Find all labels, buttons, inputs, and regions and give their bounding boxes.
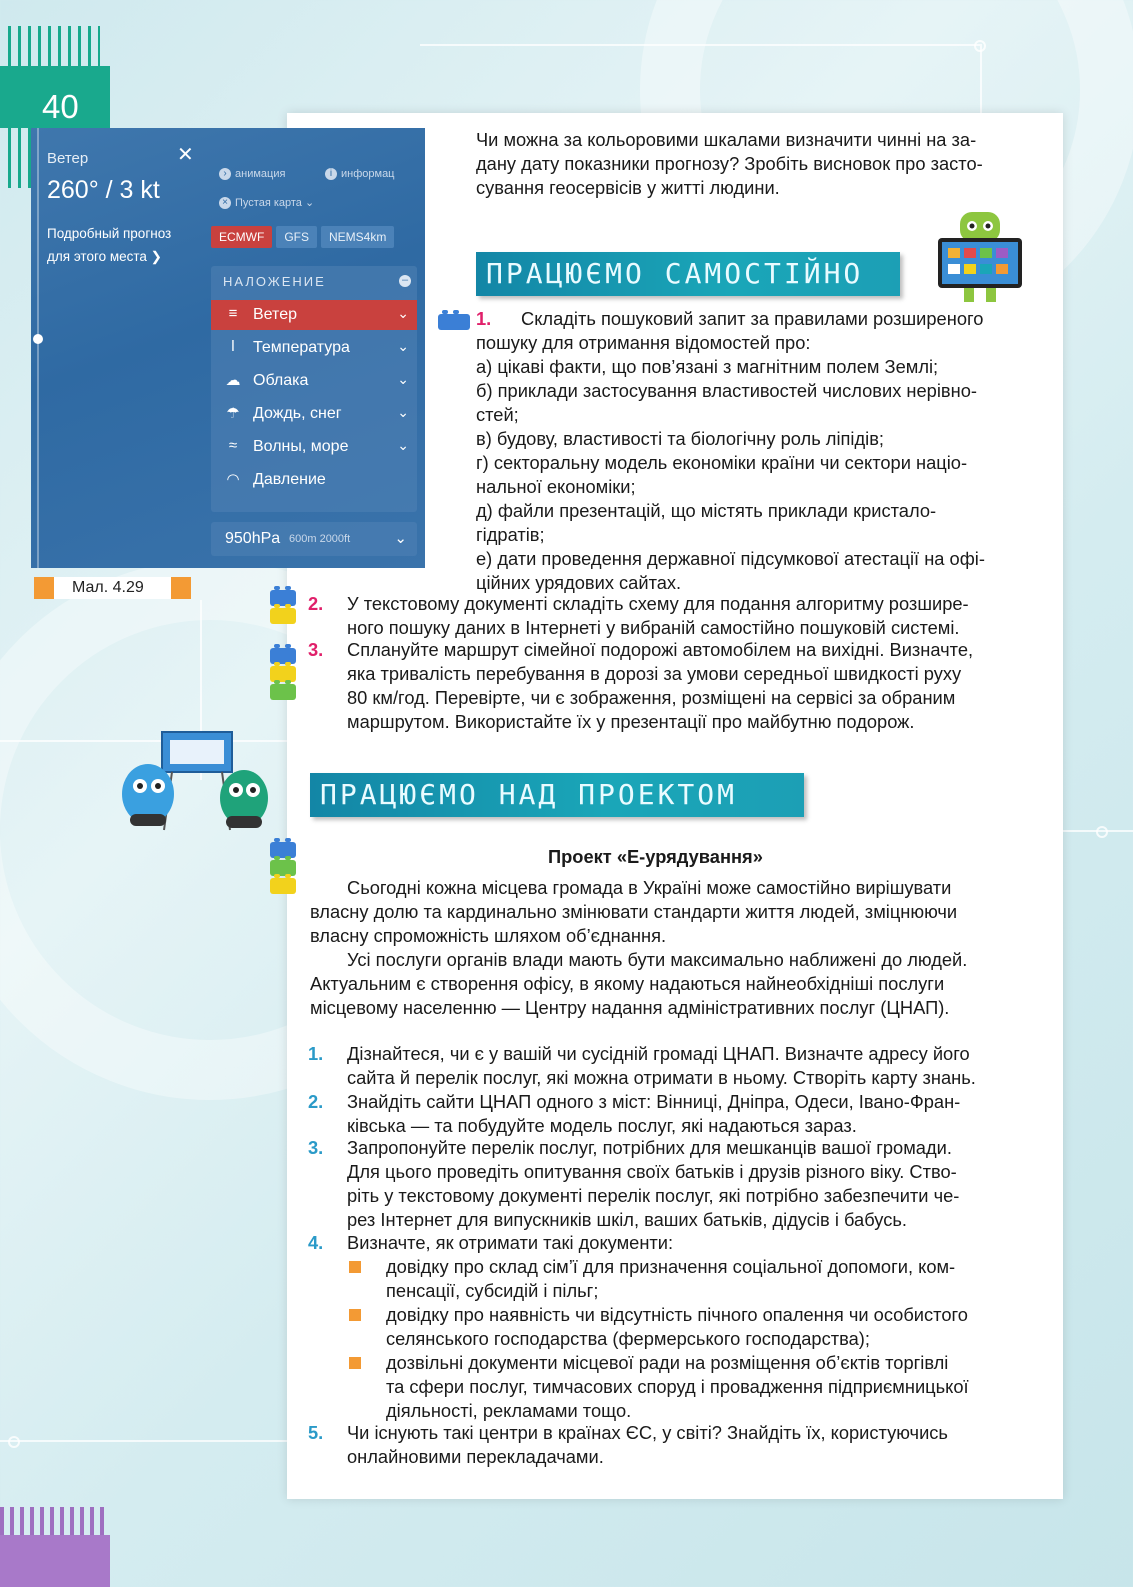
circuit-line (0, 1440, 290, 1442)
project-paragraph: Сьогодні кожна місцева громада в Україні може самостійно вирішувати власну долю та кардинально змінювати стандарти життя людей, зміцнюючи власну спроможність шляхом об’єднання. Усі послуги органів влади мають бути максимально наближені до людей. Актуальним є створення офісу, в якому надаються найнеобхідніші послуги місцевому населенню — Центру надання адміністративних послуг (ЦНАП). (310, 877, 968, 1018)
pressure-gauge-icon: ◠ (226, 471, 240, 488)
task-number: 5. (308, 1422, 324, 1443)
chevron-down-icon: ⌄ (397, 437, 409, 453)
model-ecmwf: ECMWF (211, 226, 272, 248)
overlay-item-pressure: ◠ Давление (211, 465, 417, 495)
close-icon: ✕ (177, 144, 194, 166)
list-item: довідку про наявність чи відсутність пічного опалення чи особистого селянського господарства (фермерського господарства); (386, 1304, 968, 1349)
animation-option: › анимация (219, 168, 285, 180)
model-selector (211, 226, 394, 248)
task-text: Визначте, як отримати такі документи: (347, 1232, 674, 1253)
overlay-item-wind: ≡ Ветер ⌄ (211, 300, 417, 330)
task-number: 2. (308, 1091, 324, 1112)
task-text: Сплануйте маршрут сімейної подорожі автомобілем на вихідні. Визначте, яка тривалість перебування в дорозі за умови середньої швидкості руху 80 км/год. Перевірте, чи є зображення, розміщені на сервісі за обраним маршрутом. Використайте їх у презентації про майбутню подорож. (347, 639, 974, 732)
page-number: 40 (42, 88, 79, 125)
circuit-line (980, 44, 982, 124)
circuit-node (8, 1436, 20, 1448)
overlay-item-temperature: ǀ Температура ⌄ (211, 333, 417, 363)
section-header-project: ПРАЦЮЄМО НАД ПРОЕКТОМ (310, 773, 804, 817)
lego-blocks-icon (438, 314, 470, 332)
task-number: 1. (476, 308, 492, 329)
robots-presentation-illustration (116, 730, 276, 834)
lego-blocks-icon (270, 590, 296, 626)
circuit-node (1096, 826, 1108, 838)
section-header-independent: ПРАЦЮЄМО САМОСТІЙНО (476, 252, 900, 296)
chevron-down-icon: ⌄ (397, 371, 409, 387)
task-text: У текстовому документі складіть схему для подання алгоритму розшире- ного пошуку даних в Інтернеті у вибраній самостійно пошуковій системі. (347, 593, 969, 638)
timeline-slider-handle (33, 334, 43, 344)
task-number: 4. (308, 1232, 324, 1253)
list-bullet (349, 1309, 361, 1321)
overlay-item-waves: ≈ Волны, море ⌄ (211, 432, 417, 462)
model-nems4km: NEMS4km (321, 226, 394, 248)
play-icon: › (219, 168, 231, 180)
task-number: 1. (308, 1043, 324, 1064)
wind-value: 260° / 3 kt (47, 176, 160, 204)
robot-tablet-illustration (934, 206, 1026, 306)
chevron-down-icon: ⌄ (394, 530, 407, 547)
wind-label: Ветер (47, 150, 89, 167)
list-item: довідку про склад сім’ї для призначення соціальної допомоги, ком- пенсації, субсидій і пільг; (386, 1256, 956, 1301)
chevron-down-icon: ⌄ (397, 305, 409, 321)
thermometer-icon: ǀ (231, 338, 235, 355)
overlay-heading: НАЛОЖЕНИЕ (223, 274, 326, 289)
project-title: Проект «Е-урядування» (548, 846, 763, 867)
task-text: Складіть пошуковий запит за правилами розширеного пошуку для отримання відомостей про: а) цікаві факти, що пов’язані з магнітним полем Землі; б) приклади застосування властивостей числових нерівно- стей; в) будову, властивості та біологічну роль ліпідів; г) секторальну модель економіки країни чи сектори націо- нальної економіки; д) файли презентацій, що містять приклади кристало- гідратів; е) дати проведення державної підсумкової атестації на офі- ційних урядових сайтах. (476, 308, 985, 593)
lego-blocks-icon (270, 842, 296, 896)
task-text: Дізнайтеся, чи є у вашій чи сусідній громаді ЦНАП. Визначте адресу його сайта й перелік послуг, які можна отримати в ньому. Створіть карту знань. (347, 1043, 976, 1088)
lego-blocks-icon (270, 648, 296, 702)
info-icon: i (325, 168, 337, 180)
empty-map-option: × Пустая карта ⌄ (219, 196, 314, 209)
intro-paragraph: Чи можна за кольоровими шкалами визначити чинні на за- дану дату показники прогнозу? Зробіть висновок про засто- сування геосервісів у житті людини. (476, 129, 983, 198)
list-bullet (349, 1261, 361, 1273)
task-text: Запропонуйте перелік послуг, потрібних для мешканців вашої громади. Для цього проведіть опитування своїх батьків і друзів різного віку. Ство- ріть у текстовому документі перелік послуг, які потрібно забезпечити че- рез Інтернет для випускників шкіл, ваших батьків, дідусів і бабусь. (347, 1137, 960, 1230)
task-number: 3. (308, 1137, 324, 1158)
rain-icon: ☂ (226, 405, 240, 422)
list-item: дозвільні документи місцевої ради на розміщення об’єктів торгівлі та сфери послуг, тимчасових споруд і провадження підприємницької діяльності, рекламами тощо. (386, 1352, 969, 1421)
overlay-item-rain: ☂ Дождь, снег ⌄ (211, 399, 417, 429)
overlay-panel (211, 266, 417, 512)
info-option: i информац (325, 168, 395, 180)
chevron-down-icon: ⌄ (397, 338, 409, 354)
task-text: Знайдіть сайти ЦНАП одного з міст: Вінниці, Дніпра, Одеси, Івано-Фран- ківська — та побудуйте модель послуг, які надаються зараз. (347, 1091, 961, 1136)
task-number: 2. (308, 593, 324, 614)
waves-icon: ≈ (228, 437, 238, 454)
close-circle-icon: × (219, 197, 231, 209)
weather-map-screenshot (31, 128, 425, 568)
collapse-icon: – (399, 275, 411, 287)
task-number: 3. (308, 639, 324, 660)
timeline-slider (37, 128, 39, 568)
chevron-down-icon: ⌄ (397, 404, 409, 420)
page-tab-comb (8, 26, 100, 66)
model-gfs: GFS (276, 226, 317, 248)
detail-forecast-link: Подробный прогноз для этого места ❯ (47, 226, 172, 264)
overlay-item-clouds: ☁ Облака ⌄ (211, 366, 417, 396)
circuit-line (420, 44, 980, 46)
wind-icon: ≡ (228, 305, 238, 322)
pressure-level-selector: 950hPa 600m 2000ft ⌄ (211, 522, 417, 556)
cloud-icon: ☁ (225, 372, 241, 389)
circuit-node (974, 40, 986, 52)
list-bullet (349, 1357, 361, 1369)
bottom-comb-decoration (0, 1507, 110, 1587)
task-text: Чи існують такі центри в країнах ЄС, у світі? Знайдіть їх, користуючись онлайновими перекладачами. (347, 1422, 948, 1467)
figure-caption: Мал. 4.29 (34, 577, 191, 599)
